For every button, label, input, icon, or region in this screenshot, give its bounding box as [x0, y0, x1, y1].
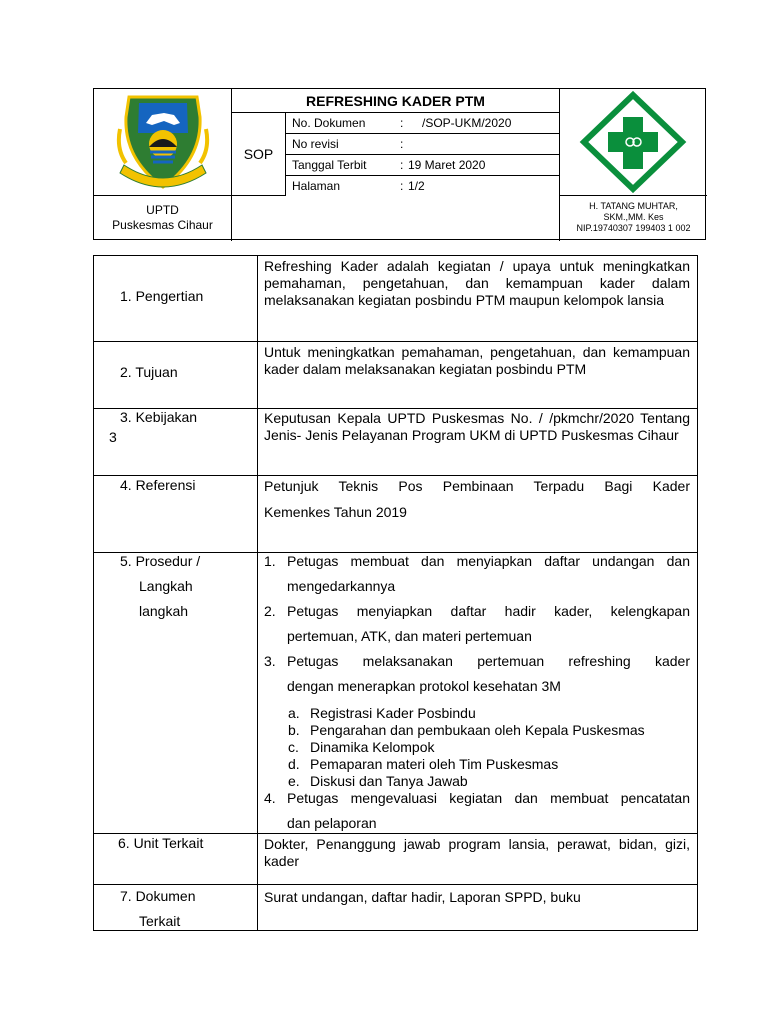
step-text-line2: dengan menerapkan protokol kesehatan 3M — [287, 678, 561, 694]
step-number: 1. — [264, 553, 276, 569]
row-referensi — [94, 476, 697, 553]
step-text-line1: Petugas melaksanakan pertemuan refreshing kader — [287, 653, 690, 669]
label-unit-terkait: 6. Unit Terkait — [118, 835, 204, 851]
substep-letter: c. — [288, 739, 299, 755]
column-divider — [257, 255, 258, 931]
text-tujuan: Untuk meningkatkan pemahaman, pengetahuan, dan kemampuan kader dalam melaksanakan kegiatan posbindu PTM — [264, 344, 690, 377]
document-title: REFRESHING KADER PTM — [232, 89, 560, 113]
meta-row-halaman — [286, 176, 560, 196]
row-tujuan — [94, 342, 697, 409]
sop-label: SOP — [232, 113, 286, 196]
substep-letter: e. — [288, 773, 300, 789]
step-text-line2: mengedarkannya — [287, 578, 396, 594]
label-prosedur-1: 5. Prosedur / — [120, 553, 201, 569]
step-text-line2: pertemuan, ATK, dan materi pertemuan — [287, 628, 532, 644]
label-tujuan: 2. Tujuan — [120, 364, 178, 380]
text-dokumen-terkait: Surat undangan, daftar hadir, Laporan SPPD, buku — [264, 889, 581, 905]
meta-sep: : — [400, 137, 404, 151]
signer-name: H. TATANG MUHTAR, — [589, 201, 678, 211]
procedure-step — [264, 653, 690, 703]
org-line-1: UPTD — [146, 203, 179, 217]
org-line-2: Puskesmas Cihaur — [112, 218, 213, 232]
substep-letter: d. — [288, 756, 300, 772]
substep — [264, 773, 690, 790]
row-pengertian — [94, 256, 697, 342]
procedure-step — [264, 553, 690, 603]
blank-cell — [232, 196, 560, 241]
substep-letter: b. — [288, 722, 300, 738]
meta-key: Tanggal Terbit — [292, 158, 367, 172]
substep-text: Pemaparan materi oleh Tim Puskesmas — [310, 756, 559, 772]
step-text-line2: dan pelaporan — [287, 815, 377, 831]
label-kebijakan: 3. Kebijakan — [120, 409, 198, 425]
step-number: 4. — [264, 790, 276, 806]
meta-row-no-revisi — [286, 134, 560, 155]
step-number: 3. — [264, 653, 276, 669]
signer-title: SKM.,MM. Kes — [603, 212, 664, 222]
regency-crest-cell — [94, 89, 232, 196]
meta-row-tanggal-terbit — [286, 155, 560, 176]
substep — [264, 739, 690, 756]
substep-list — [264, 705, 690, 790]
step-text-line1: Petugas mengevaluasi kegiatan dan membuat pencatatan — [287, 790, 690, 806]
meta-sep: : — [400, 158, 404, 172]
row-unit-terkait — [94, 834, 697, 885]
substep — [264, 722, 690, 739]
procedure-step — [264, 603, 690, 653]
meta-row-no-dokumen — [286, 113, 560, 134]
meta-value: 1/2 — [408, 179, 425, 193]
meta-sep: : — [400, 179, 404, 193]
text-pengertian: Refreshing Kader adalah kegiatan / upaya untuk meningkatkan pemahaman, pengetahuan, dan kemampuan kader dalam melaksanakan kegiatan posbindu PTM maupun kelompok lansia — [264, 258, 690, 308]
label-prosedur-2: Langkah — [139, 578, 193, 594]
substep-text: Dinamika Kelompok — [310, 739, 435, 755]
label-pengertian: 1. Pengertian — [120, 288, 204, 304]
substep — [264, 756, 690, 773]
meta-value: /SOP-UKM/2020 — [422, 116, 512, 130]
regency-crest-icon — [94, 89, 232, 196]
step-text-line1: Petugas menyiapkan daftar hadir kader, kelengkapan — [287, 603, 690, 619]
signer-nip: NIP.19740307 199403 1 002 — [576, 223, 691, 233]
text-kebijakan: Keputusan Kepala UPTD Puskesmas No. / /pkmchr/2020 Tentang Jenis- Jenis Pelayanan Program UKM di UPTD Puskesmas Cihaur — [264, 410, 690, 443]
substep-letter: a. — [288, 705, 300, 721]
sop-header-table — [93, 88, 706, 240]
signer-block — [560, 196, 707, 241]
text-unit-terkait: Dokter, Penanggung jawab program lansia, perawat, bidan, gizi, kader — [264, 836, 690, 869]
label-kebijakan-num: 3 — [109, 429, 117, 445]
sop-content-table — [93, 255, 698, 931]
meta-key: No. Dokumen — [292, 116, 366, 130]
puskesmas-logo-cell — [560, 89, 707, 196]
row-dokumen-terkait — [94, 885, 697, 930]
label-referensi: 4. Referensi — [120, 477, 196, 493]
procedure-step — [264, 790, 690, 840]
meta-key: No revisi — [292, 137, 339, 151]
procedure-list — [264, 553, 690, 840]
meta-sep: : — [400, 116, 404, 130]
substep — [264, 705, 690, 722]
meta-key: Halaman — [292, 179, 341, 193]
label-dokumen-1: 7. Dokumen — [120, 888, 196, 904]
text-referensi-2: Kemenkes Tahun 2019 — [264, 504, 407, 520]
organization-name — [94, 196, 232, 241]
text-referensi-1: Petunjuk Teknis Pos Pembinaan Terpadu Bagi Kader — [264, 478, 690, 494]
step-number: 2. — [264, 603, 276, 619]
label-dokumen-2: Terkait — [139, 913, 181, 929]
substep-text: Registrasi Kader Posbindu — [310, 705, 476, 721]
meta-value: 19 Maret 2020 — [408, 158, 486, 172]
substep-text: Diskusi dan Tanya Jawab — [310, 773, 468, 789]
label-prosedur-3: langkah — [139, 603, 189, 619]
row-prosedur — [94, 553, 697, 834]
row-kebijakan — [94, 409, 697, 476]
puskesmas-logo-icon — [560, 89, 707, 196]
step-text-line1: Petugas membuat dan menyiapkan daftar undangan dan — [287, 553, 690, 569]
substep-text: Pengarahan dan pembukaan oleh Kepala Puskesmas — [310, 722, 645, 738]
